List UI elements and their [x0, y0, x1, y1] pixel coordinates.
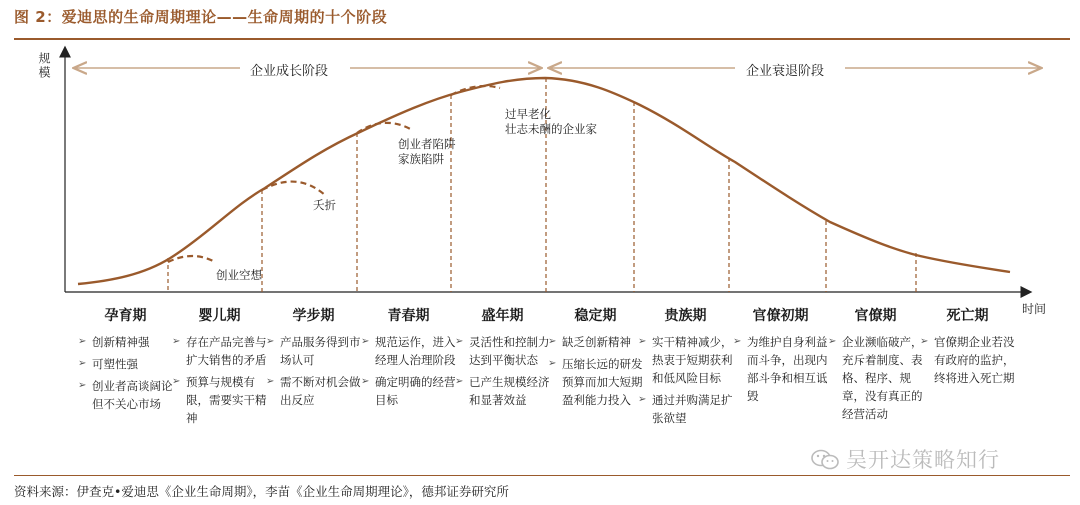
bullet-text: 压缩长远的研发预算而加大短期盈利能力投入 — [562, 357, 643, 407]
phase-growth-label: 企业成长阶段 — [244, 60, 334, 79]
stage-bullet — [78, 333, 173, 351]
bullet-text: 缺乏创新精神 — [562, 335, 631, 349]
stage-column — [172, 305, 267, 431]
stage-bullet — [455, 373, 550, 409]
trap-founder — [357, 123, 412, 133]
stage-title: 官僚期 — [854, 308, 897, 324]
bullet-arrow-icon: ➢ — [548, 336, 557, 347]
stage-column — [548, 305, 643, 413]
bullet-text: 为维护自身利益而斗争，出现内部斗争和相互诋毁 — [747, 335, 828, 403]
stage-column — [638, 305, 733, 431]
stage-title: 官僚初期 — [752, 308, 809, 324]
stage-bullet — [361, 373, 456, 409]
bullet-text: 可塑性强 — [92, 357, 138, 371]
stage-bullet — [828, 333, 923, 423]
stage-column — [920, 305, 1015, 391]
bullet-text: 产品服务得到市场认可 — [280, 335, 361, 367]
bullet-text: 通过并购满足扩张欲望 — [652, 393, 733, 425]
bullet-arrow-icon: ➢ — [266, 376, 275, 387]
bullet-arrow-icon: ➢ — [638, 394, 647, 405]
bullet-text: 确定明确的经营目标 — [375, 375, 456, 407]
stage-bullet — [78, 355, 173, 373]
bullet-arrow-icon: ➢ — [78, 380, 87, 391]
bullet-text: 规范运作，进入经理人治理阶段 — [375, 335, 456, 367]
stage-bullet — [548, 355, 643, 409]
bullet-arrow-icon: ➢ — [172, 336, 181, 347]
bullet-arrow-icon: ➢ — [548, 358, 557, 369]
annotation-aging: 过早老化 壮志未酬的企业家 — [505, 107, 597, 136]
stage-title: 盛年期 — [481, 308, 524, 324]
figure-title: 图 2：爱迪思的生命周期理论——生命周期的十个阶段 — [14, 8, 388, 26]
bullet-arrow-icon: ➢ — [266, 336, 275, 347]
stage-bullet — [733, 333, 828, 405]
annotation-abort: 夭折 — [313, 198, 336, 212]
bullet-arrow-icon: ➢ — [361, 376, 370, 387]
bullet-text: 实干精神减少，热衷于短期获利和低风险目标 — [652, 335, 733, 385]
wechat-icon — [810, 448, 840, 470]
watermark-text: 吴开达策略知行 — [846, 448, 1000, 472]
watermark — [810, 444, 1000, 474]
bullet-text: 灵活性和控制力达到平衡状态 — [469, 335, 550, 367]
stage-bullet — [266, 333, 361, 369]
stage-title: 孕育期 — [104, 308, 147, 324]
stage-column — [733, 305, 828, 409]
stage-bullet — [172, 333, 267, 369]
bullet-arrow-icon: ➢ — [455, 376, 464, 387]
stage-bullet — [548, 333, 643, 351]
stage-column — [78, 305, 173, 417]
bullet-text: 创新精神强 — [92, 335, 150, 349]
stage-bullet — [920, 333, 1015, 387]
stage-title: 死亡期 — [946, 308, 989, 324]
bullet-text: 需不断对机会做出反应 — [280, 375, 361, 407]
bullet-arrow-icon: ➢ — [638, 336, 647, 347]
stage-column — [266, 305, 361, 413]
stage-column — [361, 305, 456, 413]
stage-bullet — [638, 333, 733, 387]
stage-bullet — [361, 333, 456, 369]
stage-title: 学步期 — [292, 308, 335, 324]
stage-bullet — [172, 373, 267, 427]
stage-title: 稳定期 — [574, 308, 617, 324]
bullet-text: 创业者高谈阔论但不关心市场 — [92, 379, 173, 411]
bullet-text: 预算与规模有限，需要实干精神 — [186, 375, 267, 425]
x-axis-label: 时间 — [1022, 302, 1047, 316]
bullet-arrow-icon: ➢ — [361, 336, 370, 347]
source-divider — [14, 475, 1070, 476]
stage-column — [455, 305, 550, 413]
bullet-text: 官僚期企业若没有政府的监护，终将进入死亡期 — [934, 335, 1015, 385]
bullet-arrow-icon: ➢ — [172, 376, 181, 387]
stage-bullet — [266, 373, 361, 409]
stage-title: 青春期 — [387, 308, 430, 324]
stage-title: 婴儿期 — [198, 308, 241, 324]
bullet-arrow-icon: ➢ — [828, 336, 837, 347]
bullet-arrow-icon: ➢ — [78, 336, 87, 347]
bullet-text: 存在产品完善与扩大销售的矛盾 — [186, 335, 267, 367]
stage-column — [828, 305, 923, 427]
y-axis-label: 规模 — [37, 52, 51, 80]
bullet-arrow-icon: ➢ — [78, 358, 87, 369]
annotation-idea: 创业空想 — [216, 268, 262, 282]
stage-bullet — [455, 333, 550, 369]
bullet-text: 企业濒临破产，充斥着制度、表格、程序、规章，没有真正的经营活动 — [842, 335, 923, 421]
source-note: 资料来源：伊查克•爱迪思《企业生命周期》，李苗《企业生命周期理论》，德邦证券研究所 — [14, 484, 509, 499]
annotation-founder-trap: 创业者陷阱 家族陷阱 — [398, 137, 456, 166]
stage-bullet — [638, 391, 733, 427]
bullet-arrow-icon: ➢ — [920, 336, 929, 347]
phase-decline-label: 企业衰退阶段 — [740, 60, 830, 79]
stage-title: 贵族期 — [664, 308, 707, 324]
trap-idea — [168, 256, 215, 262]
bullet-text: 已产生规模经济和显著效益 — [469, 375, 550, 407]
bullet-arrow-icon: ➢ — [455, 336, 464, 347]
stage-bullet — [78, 377, 173, 413]
bullet-arrow-icon: ➢ — [733, 336, 742, 347]
trap-branches — [168, 86, 500, 262]
